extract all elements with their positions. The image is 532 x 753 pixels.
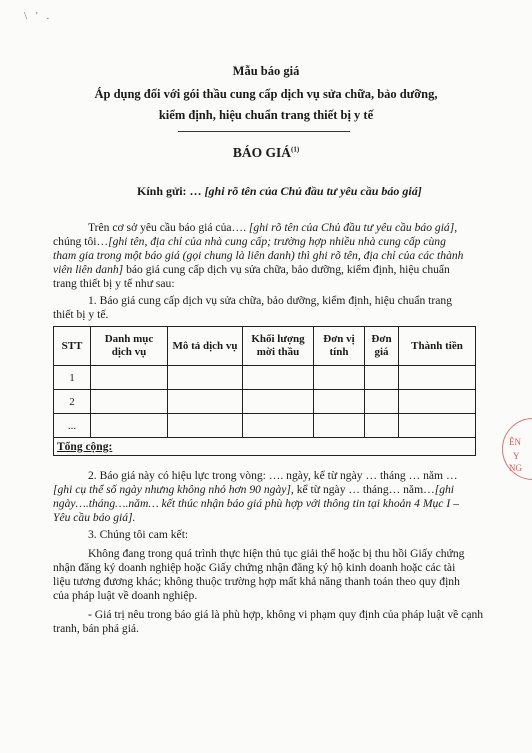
- intro-line-1: Trên cơ sở yêu cầu báo giá của…. [ghi rõ tên của Chủ đầu tư yêu cầu báo giá],: [88, 221, 458, 234]
- document-title-footnote: (1): [290, 145, 300, 154]
- header-unit-price: Đơn giá: [365, 327, 399, 366]
- table-cell[interactable]: [365, 366, 399, 390]
- table-cell[interactable]: [365, 414, 399, 438]
- section-3-heading: 3. Chúng tôi cam kết:: [88, 528, 189, 541]
- table-header-row: [54, 327, 476, 366]
- red-stamp: [502, 418, 532, 480]
- header-service-list: Danh mục dịch vụ: [91, 327, 168, 366]
- commitment-2-line-1: - Giá trị nêu trong báo giá là phù hợp, không vi phạm quy định của pháp luật về cạnh: [88, 608, 484, 621]
- table-cell[interactable]: [168, 414, 243, 438]
- header-stt: STT: [54, 327, 91, 366]
- section-1-line-1: 1. Báo giá cung cấp dịch vụ sửa chữa, bảo dưỡng, kiểm định, hiệu chuẩn trang: [88, 294, 453, 307]
- section-2-line-3: ngày….tháng….năm… kết thúc nhận báo giá phù hợp với thông tin tại khoản 4 Mục I –: [53, 497, 459, 510]
- title-divider: [178, 131, 350, 132]
- row-number: ...: [54, 414, 91, 438]
- row-number: 2: [54, 390, 91, 414]
- intro-line-5: trang thiết bị y tế như sau:: [53, 277, 175, 290]
- table-cell[interactable]: [168, 390, 243, 414]
- intro-line-3: tham gia trong một báo giá (gọi chung là liên danh) thì ghi rõ tên, địa chỉ của các thành: [53, 249, 464, 262]
- table-cell[interactable]: [314, 390, 365, 414]
- form-title: Mẫu báo giá: [232, 64, 300, 78]
- commitment-2-line-2: tranh, bán phá giá.: [53, 622, 139, 635]
- stamp-text-2: Y: [513, 451, 520, 461]
- header-unit: Đơn vị tính: [314, 327, 365, 366]
- section-2-line-4: Yêu cầu báo giá].: [53, 511, 136, 524]
- commitment-1-line-1: Không đang trong quá trình thực hiện thủ tục giải thể hoặc bị thu hồi Giấy chứng: [88, 547, 465, 560]
- header-tender-quantity: Khối lượng mời thầu: [243, 327, 314, 366]
- document-title-text: BÁO GIÁ: [232, 145, 291, 160]
- total-label: Tổng cộng:: [54, 438, 476, 456]
- table-cell[interactable]: [399, 414, 476, 438]
- stamp-text-1: ÊN: [509, 437, 521, 447]
- section-2-line-2: [ghi cụ thể số ngày nhưng không nhỏ hơn 90 ngày], kể từ ngày … tháng… năm…[ghi: [53, 483, 455, 496]
- table-cell[interactable]: [243, 390, 314, 414]
- corner-marks: \ ' .: [24, 10, 53, 22]
- header-service-description: Mô tả dịch vụ: [168, 327, 243, 366]
- table-row: [54, 414, 476, 438]
- table-cell[interactable]: [168, 366, 243, 390]
- intro-line-2: chúng tôi…[ghi tên, địa chỉ của nhà cung cấp; trường hợp nhiều nhà cung cấp cùng: [53, 235, 446, 248]
- table-cell[interactable]: [91, 366, 168, 390]
- table-row: [54, 390, 476, 414]
- table-cell[interactable]: [243, 414, 314, 438]
- section-2-line-1: 2. Báo giá này có hiệu lực trong vòng: …. ngày, kể từ ngày … tháng … năm …: [88, 469, 458, 482]
- table-row: [54, 366, 476, 390]
- recipient-line: [137, 184, 422, 199]
- recipient-hint: [ghi rõ tên của Chủ đầu tư yêu cầu báo giá]: [204, 184, 422, 198]
- table-cell[interactable]: [243, 366, 314, 390]
- commitment-1-line-2: nhận đăng ký doanh nghiệp hoặc Giấy chứng nhận đăng ký hộ kinh doanh hoặc các tài: [53, 561, 456, 574]
- header-amount: Thành tiền: [399, 327, 476, 366]
- table-total-row: [54, 438, 476, 456]
- commitment-1-line-3: liệu tương đương khác; không thuộc trường hợp mất khả năng thanh toán theo quy định: [53, 575, 460, 588]
- subtitle-line-2: kiểm định, hiệu chuẩn trang thiết bị y tế: [158, 108, 374, 122]
- table-cell[interactable]: [399, 366, 476, 390]
- section-1-line-2: thiết bị y tế.: [53, 308, 109, 321]
- subtitle-line-1: Áp dụng đối với gói thầu cung cấp dịch vụ sửa chữa, bảo dưỡng,: [94, 87, 438, 101]
- recipient-label: Kính gửi: …: [137, 184, 205, 198]
- table-cell[interactable]: [314, 414, 365, 438]
- table-cell[interactable]: [314, 366, 365, 390]
- table-cell[interactable]: [91, 414, 168, 438]
- table-cell[interactable]: [399, 390, 476, 414]
- quotation-table: [53, 326, 476, 456]
- table-cell[interactable]: [365, 390, 399, 414]
- row-number: 1: [54, 366, 91, 390]
- stamp-text-3: NG: [509, 463, 522, 473]
- intro-line-4: viên liên danh] báo giá cung cấp dịch vụ sửa chữa, bảo dưỡng, kiểm định, hiệu chuẩn: [53, 263, 450, 276]
- document-title: [0, 145, 532, 161]
- commitment-1-line-4: của pháp luật về doanh nghiệp.: [53, 589, 198, 602]
- table-cell[interactable]: [91, 390, 168, 414]
